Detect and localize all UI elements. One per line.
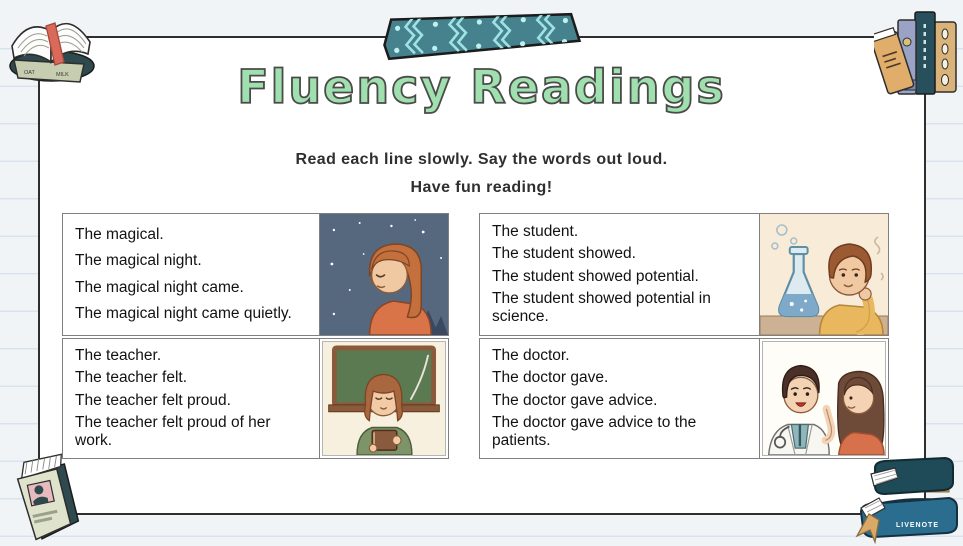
reading-box-student — [479, 213, 889, 336]
reading-line: The student showed potential. — [492, 267, 699, 285]
livenote-books-decoration — [853, 456, 963, 544]
reading-line: The student showed. — [492, 245, 636, 263]
reading-box-teacher — [62, 338, 449, 459]
page-title: Fluency Readings — [237, 60, 726, 114]
reading-lines — [480, 214, 759, 335]
reading-line: The teacher felt proud. — [75, 391, 231, 409]
reading-line: The magical night. — [75, 252, 202, 270]
book-stack-decoration — [874, 4, 962, 108]
reading-line: The doctor gave. — [492, 369, 609, 387]
magazine-decoration — [6, 450, 90, 544]
reading-box-magical — [62, 213, 449, 336]
reading-line: The magical. — [75, 226, 164, 244]
reading-line: The teacher felt proud of her work. — [75, 413, 271, 449]
reading-lines — [63, 339, 319, 458]
reading-box-doctor — [479, 338, 889, 459]
reading-line: The teacher. — [75, 347, 162, 365]
reading-line: The student showed potential in science. — [492, 290, 711, 326]
reading-line: The magical night came quietly. — [75, 304, 292, 322]
teacher-chalkboard-illustration — [319, 339, 448, 458]
instructions — [0, 146, 963, 202]
reading-line: The doctor gave advice. — [492, 391, 658, 409]
washi-tape-decoration — [373, 2, 587, 65]
book-spine-text-right: MILK — [56, 72, 69, 78]
instruction-line-1: Read each line slowly. Say the words out loud. — [295, 151, 668, 168]
girl-night-sky-illustration — [319, 214, 448, 335]
instruction-line-2: Have fun reading! — [410, 179, 553, 196]
reading-lines — [480, 339, 759, 458]
livenote-spine-label: LIVENOTE — [896, 522, 940, 529]
doctor-patient-illustration — [759, 339, 888, 458]
reading-line: The magical night came. — [75, 278, 244, 296]
reading-line: The student. — [492, 222, 579, 240]
open-book-decoration — [2, 4, 106, 96]
reading-line: The doctor gave advice to the patients. — [492, 413, 697, 449]
book-spine-text-left: OAT — [24, 70, 35, 76]
reading-line: The teacher felt. — [75, 369, 188, 387]
boy-science-flask-illustration — [759, 214, 888, 335]
reading-lines — [63, 214, 319, 335]
reading-line: The doctor. — [492, 347, 570, 365]
